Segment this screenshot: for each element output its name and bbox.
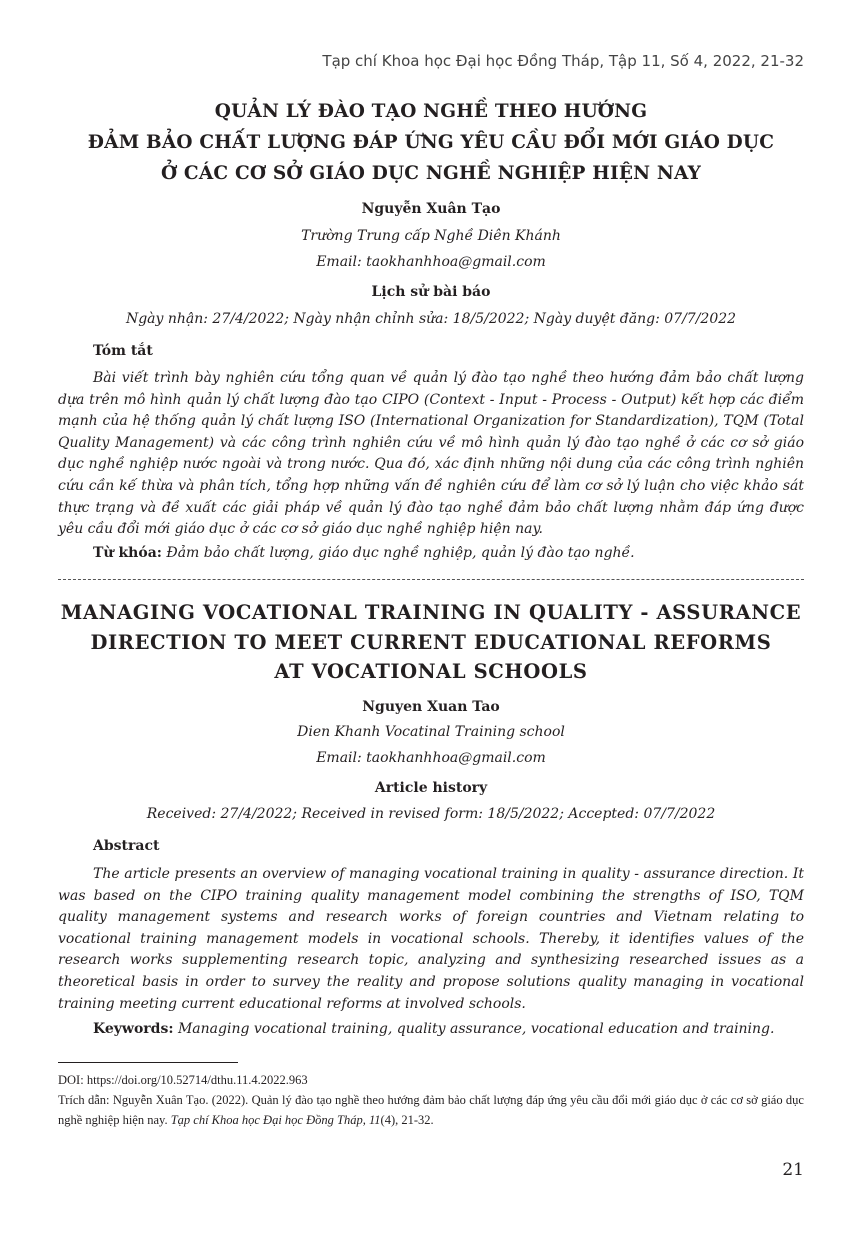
- en-history-label: Article history: [374, 780, 488, 796]
- title-line: ĐẢM BẢO CHẤT LƯỢNG ĐÁP ỨNG YÊU CẦU ĐỔI MỚI GIÁO DỤC: [87, 132, 775, 153]
- en-keywords: [58, 1021, 839, 1037]
- en-author: Nguyen Xuan Tao: [362, 699, 500, 715]
- vi-email: Email: taokhanhhoa@gmail.com: [316, 254, 546, 270]
- page-number: 21: [782, 1160, 804, 1180]
- citation-pages: (4), 21-32.: [380, 1113, 434, 1127]
- vi-abstract-label: Tóm tắt: [93, 343, 153, 359]
- vi-keywords: [58, 545, 839, 561]
- title-line: QUẢN LÝ ĐÀO TẠO NGHỀ THEO HƯỚNG: [214, 101, 648, 122]
- journal-header: Tạp chí Khoa học Đại học Đồng Tháp, Tập 11, Số 4, 2022, 21-32: [322, 52, 804, 70]
- title-line: DIRECTION TO MEET CURRENT EDUCATIONAL REFORMS: [90, 630, 772, 654]
- footnote: [58, 1070, 804, 1130]
- keywords-text: Managing vocational training, quality assurance, vocational education and training.: [177, 1021, 775, 1037]
- footnote-rule: [58, 1062, 238, 1063]
- en-abstract-label: Abstract: [93, 838, 160, 854]
- keywords-label: Keywords:: [93, 1021, 174, 1037]
- title-line: AT VOCATIONAL SCHOOLS: [274, 660, 588, 683]
- citation: [58, 1090, 804, 1130]
- vi-title: [58, 96, 804, 189]
- title-line: Ở CÁC CƠ SỞ GIÁO DỤC NGHỀ NGHIỆP HIỆN NAY: [160, 163, 702, 184]
- en-affiliation: Dien Khanh Vocatinal Training school: [297, 724, 565, 740]
- vi-affiliation: Trường Trung cấp Nghề Diên Khánh: [301, 228, 561, 244]
- keywords-label: Từ khóa:: [93, 545, 162, 561]
- section-divider: [58, 579, 804, 580]
- doi: DOI: https://doi.org/10.52714/dthu.11.4.2022.963: [58, 1073, 308, 1087]
- vi-history: Ngày nhận: 27/4/2022; Ngày nhận chỉnh sửa: 18/5/2022; Ngày duyệt đăng: 07/7/2022: [125, 311, 737, 327]
- en-email: Email: taokhanhhoa@gmail.com: [316, 750, 546, 766]
- vi-abstract: Bài viết trình bày nghiên cứu tổng quan về quản lý đào tạo nghề theo hướng đảm bảo chất lượng dựa trên mô hình quản lý chất lượng đào tạo CIPO (Context - Input - Process - Output) kết hợp các điểm mạnh của hệ thống quản lý chất lượng ISO (International Organization for Standardization), TQM (Total Quality Management) và các công trình nghiên cứu về mô hình quản lý đào tạo nghề ở các cơ sở giáo dục nghề nghiệp nước ngoài và trong nước. Qua đó, xác định những nội dung của các công trình nghiên cứu cần kế thừa và phân tích, tổng hợp những vấn đề nghiên cứu để làm cơ sở lý luận cho việc khảo sát thực trạng và đề xuất các giải pháp về quản lý đào tạo nghề đảm bảo chất lượng nhằm đáp ứng được yêu cầu đổi mới giáo dục ở các cơ sở giáo dục nghề nghiệp hiện nay.: [58, 370, 804, 538]
- keywords-text: Đảm bảo chất lượng, giáo dục nghề nghiệp, quản lý đào tạo nghề.: [166, 545, 635, 561]
- citation-text: Trích dẫn: Nguyễn Xuân Tạo. (2022). Quản lý đào tạo nghề theo hướng đảm bảo chất lượng đáp ứng yêu cầu đổi mới giáo dục ở các cơ sở giáo dục nghề nghiệp hiện nay.: [58, 1093, 804, 1127]
- vi-author: Nguyễn Xuân Tạo: [361, 201, 501, 217]
- en-abstract: The article presents an overview of managing vocational training in quality - assurance direction. It was based on the CIPO training quality management model combining the strengths of ISO, TQM quality management systems and research works of foreign countries and Vietnam relating to vocational training management models in vocational schools. Thereby, it identifies values of the research works supplementing research topic, analyzing and synthesizing researched issues as a theoretical basis in order to survey the reality and propose solutions quality managing in vocational training meeting current educational reforms at involved schools.: [58, 866, 804, 1012]
- vi-history-label: Lịch sử bài báo: [371, 284, 491, 300]
- en-history: Received: 27/4/2022; Received in revised form: 18/5/2022; Accepted: 07/7/2022: [146, 806, 716, 822]
- citation-journal: Tạp chí Khoa học Đại học Đồng Tháp, 11: [170, 1113, 381, 1127]
- en-title: [58, 598, 804, 687]
- title-line: MANAGING VOCATIONAL TRAINING IN QUALITY - ASSURANCE: [60, 601, 802, 624]
